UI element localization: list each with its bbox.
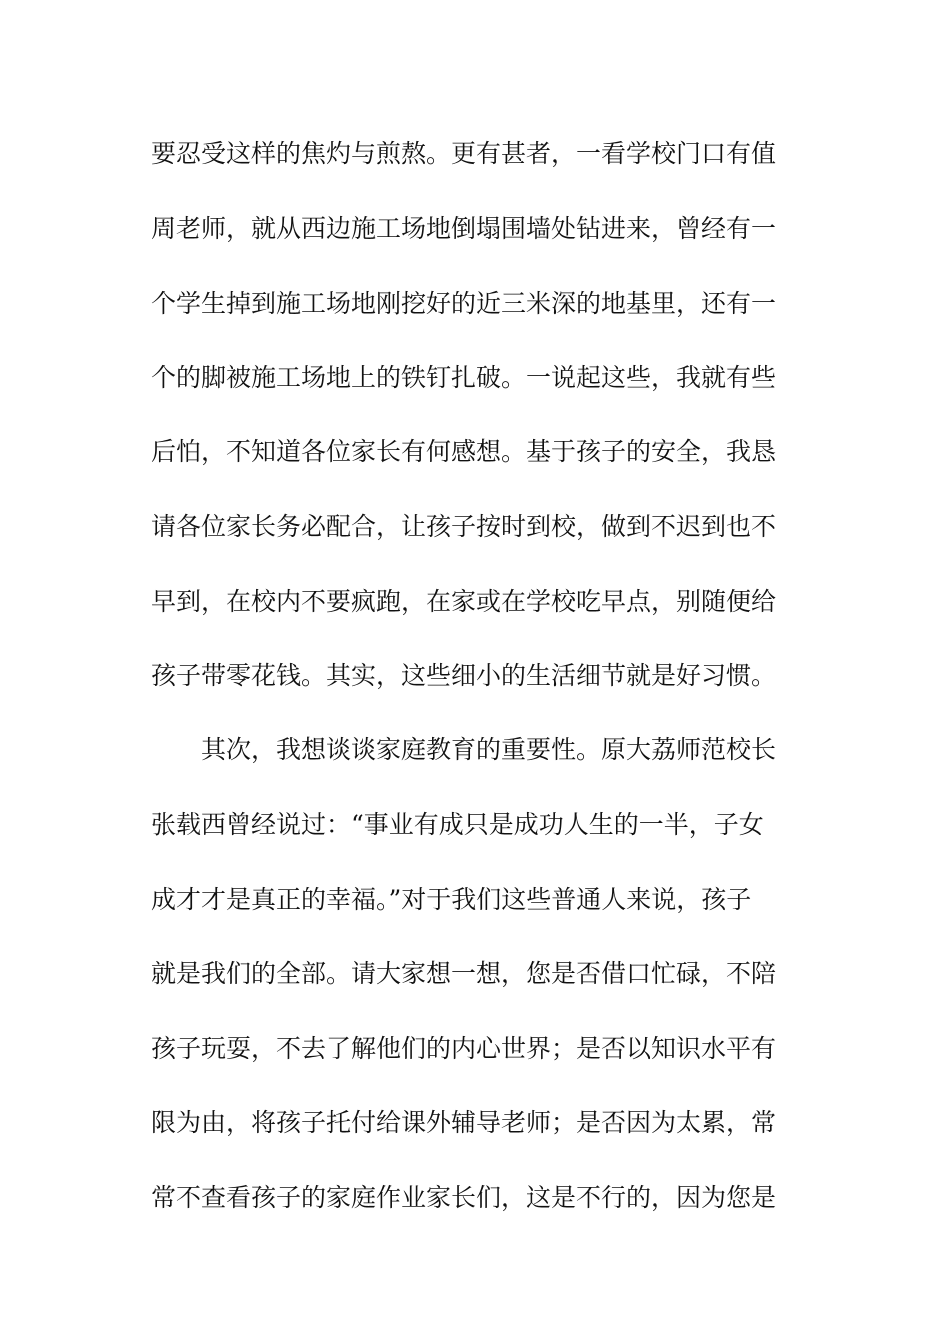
text-line: 孩子带零花钱。其实，这些细小的生活细节就是好习惯。 bbox=[151, 661, 777, 690]
text-line: 就是我们的全部。请大家想一想，您是否借口忙碌，不陪 bbox=[151, 959, 777, 988]
text-line: 张载西曾经说过：“事业有成只是成功人生的一半，子女 bbox=[151, 810, 764, 839]
text-line: 个的脚被施工场地上的铁钉扎破。一说起这些，我就有些 bbox=[151, 363, 777, 392]
text-line: 个学生掉到施工场地刚挖好的近三米深的地基里，还有一 bbox=[151, 289, 777, 318]
text-line: 早到，在校内不要疯跑，在家或在学校吃早点，别随便给 bbox=[151, 587, 777, 616]
text-line: 要忍受这样的焦灼与煎熬。更有甚者，一看学校门口有值 bbox=[151, 139, 777, 168]
text-line: 后怕，不知道各位家长有何感想。基于孩子的安全，我恳 bbox=[151, 437, 777, 466]
text-line: 请各位家长务必配合，让孩子按时到校，做到不迟到也不 bbox=[151, 512, 777, 541]
text-line: 成才才是真正的幸福。”对于我们这些普通人来说，孩子 bbox=[151, 885, 752, 914]
text-line: 周老师，就从西边施工场地倒塌围墙处钻进来，曾经有一 bbox=[151, 214, 777, 243]
text-line: 限为由，将孩子托付给课外辅导老师；是否因为太累，常 bbox=[151, 1108, 777, 1137]
paragraph-first-line: 其次，我想谈谈家庭教育的重要性。原大荔师范校长 bbox=[201, 735, 777, 764]
text-line: 常不查看孩子的家庭作业家长们，这是不行的，因为您是 bbox=[151, 1183, 777, 1212]
text-line: 孩子玩耍，不去了解他们的内心世界；是否以知识水平有 bbox=[151, 1034, 777, 1063]
